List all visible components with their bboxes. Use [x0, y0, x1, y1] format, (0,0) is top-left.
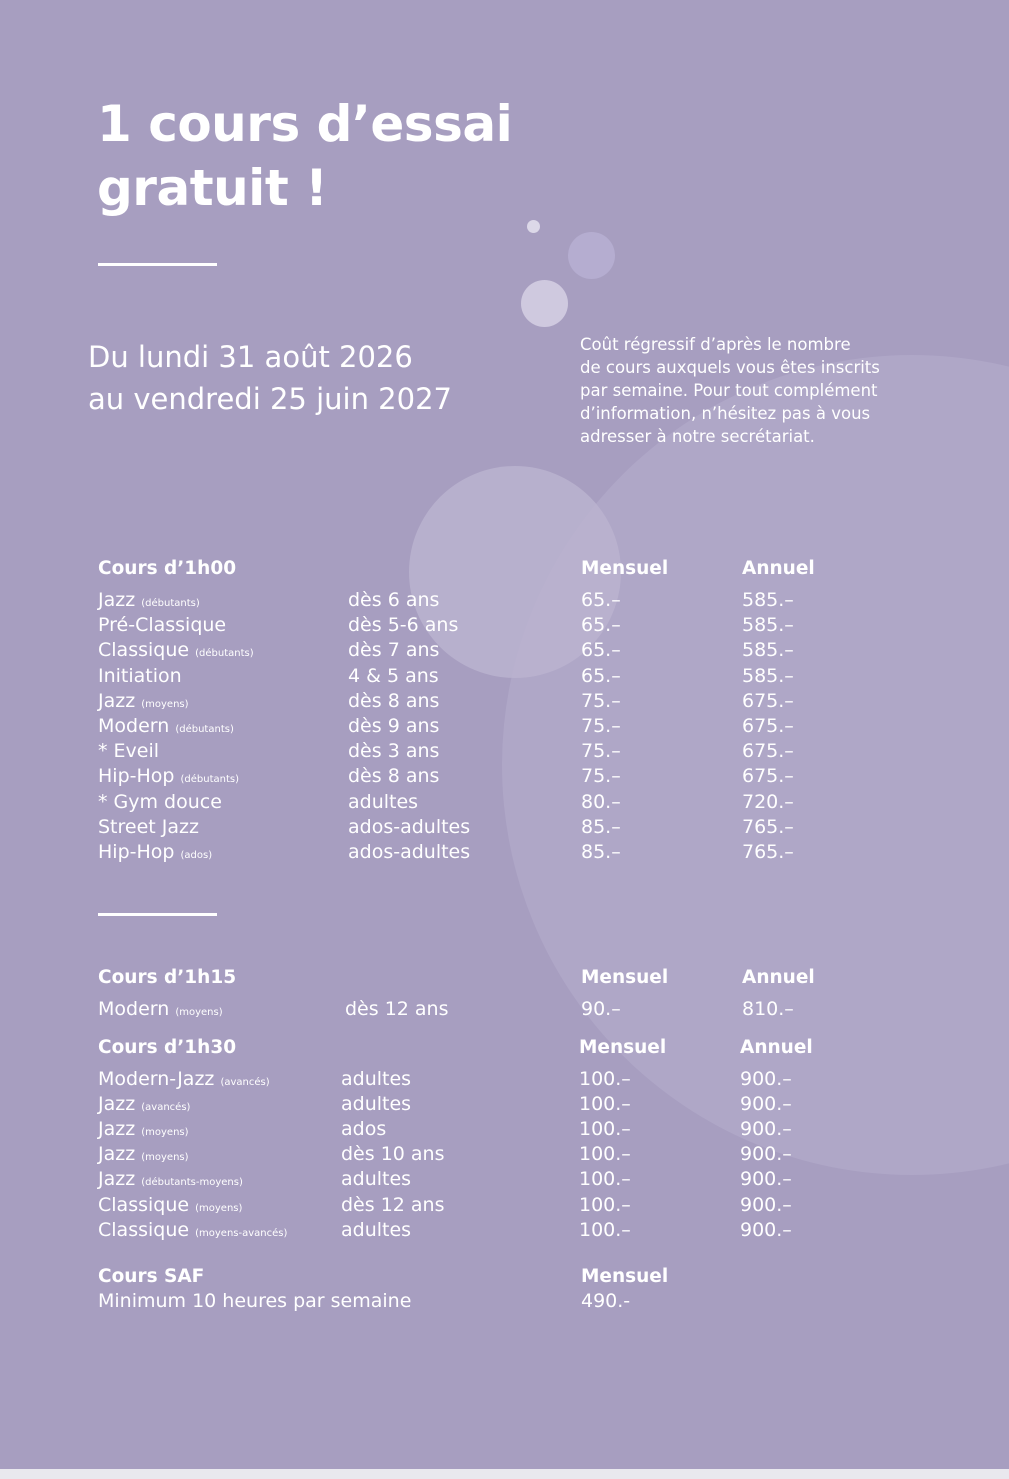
- course-name-text: Jazz: [98, 589, 136, 611]
- course-age: dès 12 ans: [345, 998, 449, 1020]
- table-row: [0, 1194, 1009, 1219]
- course-name-text: Hip-Hop: [98, 841, 175, 863]
- course-level: (débutants): [175, 724, 234, 735]
- course-level: (moyens): [175, 1007, 223, 1018]
- course-name-text: Jazz: [98, 689, 136, 712]
- page-title: [97, 92, 537, 220]
- course-name: [98, 715, 234, 737]
- course-name: [98, 589, 200, 611]
- annual-price: 810.–: [742, 998, 794, 1020]
- course-name: [98, 639, 254, 661]
- note-line: par semaine. Pour tout complément: [580, 381, 878, 400]
- course-age: ados-adultes: [348, 841, 471, 863]
- title-line-2: gratuit !: [97, 159, 328, 217]
- annual-column-header: Annuel: [742, 967, 815, 988]
- course-name: [98, 765, 239, 787]
- monthly-price: 85.–: [581, 815, 621, 838]
- table-row: [0, 1143, 1009, 1168]
- table-row: [0, 1290, 1009, 1315]
- title-line-1: 1 cours d’essai: [97, 95, 513, 153]
- course-level: (moyens): [141, 698, 189, 710]
- monthly-column-header: Mensuel: [581, 1266, 669, 1287]
- course-name: [98, 690, 189, 712]
- course-name-text: Jazz: [98, 1093, 136, 1116]
- annual-price: 765.–: [742, 841, 794, 863]
- decorative-small-dot: [527, 220, 540, 233]
- course-name-text: Hip-Hop: [98, 765, 175, 788]
- course-name-text: Modern: [98, 998, 170, 1020]
- course-name: [98, 791, 222, 813]
- course-name: [98, 998, 223, 1020]
- course-age: dès 8 ans: [348, 689, 440, 712]
- table-row: [0, 816, 1009, 841]
- course-age: dès 7 ans: [348, 639, 440, 662]
- divider-top: [98, 263, 217, 266]
- annual-price: 675.–: [742, 689, 794, 712]
- course-name: [98, 816, 199, 838]
- course-age: adultes: [341, 1068, 412, 1090]
- course-level: (débutants): [180, 774, 240, 786]
- annual-price: 585.–: [742, 639, 794, 662]
- annual-column-header: Annuel: [742, 558, 815, 579]
- course-age: adultes: [341, 1168, 412, 1191]
- note-line: adresser à notre secrétariat.: [580, 427, 815, 446]
- course-name: [98, 1118, 189, 1140]
- monthly-price: 100.–: [579, 1143, 631, 1166]
- annual-price: 585.–: [742, 614, 794, 637]
- annual-price: 675.–: [742, 715, 794, 737]
- annual-price: 675.–: [742, 740, 794, 763]
- section-title: Cours d’1h30: [98, 1037, 237, 1058]
- annual-price: 765.–: [742, 815, 794, 838]
- course-age: dès 6 ans: [348, 589, 440, 611]
- table-row: [0, 841, 1009, 866]
- table-row: [0, 791, 1009, 816]
- monthly-price: 90.–: [581, 998, 621, 1020]
- monthly-column-header: Mensuel: [581, 558, 669, 579]
- decorative-dot: [568, 232, 615, 279]
- course-name: [98, 1219, 287, 1241]
- monthly-price: 490.-: [581, 1290, 631, 1312]
- monthly-price: 75.–: [581, 765, 621, 788]
- course-name-text: * Eveil: [98, 740, 160, 763]
- monthly-price: 75.–: [581, 740, 621, 763]
- monthly-column-header: Mensuel: [581, 967, 669, 988]
- course-age: adultes: [348, 790, 419, 813]
- annual-price: 900.–: [740, 1118, 792, 1141]
- course-age: adultes: [341, 1218, 412, 1241]
- course-name: [98, 841, 212, 863]
- course-name-text: Street Jazz: [98, 815, 199, 838]
- divider-middle: [98, 913, 217, 916]
- course-name-text: Modern: [98, 715, 170, 737]
- course-level: (ados): [180, 850, 213, 861]
- monthly-price: 85.–: [581, 841, 621, 863]
- course-name-text: * Gym douce: [98, 790, 222, 813]
- annual-price: 900.–: [740, 1093, 792, 1116]
- note-line: de cours auxquels vous êtes inscrits: [580, 358, 880, 377]
- course-name-text: Modern-Jazz: [98, 1068, 215, 1090]
- pricing-note: [580, 333, 910, 448]
- note-line: d’information, n’hésitez pas à vous: [580, 404, 871, 423]
- monthly-price: 100.–: [579, 1168, 631, 1191]
- annual-price: 900.–: [740, 1193, 792, 1216]
- course-name-text: Pré-Classique: [98, 614, 227, 637]
- table-row: [0, 690, 1009, 715]
- monthly-price: 100.–: [579, 1118, 631, 1141]
- monthly-price: 65.–: [581, 614, 621, 637]
- monthly-price: 100.–: [579, 1093, 631, 1116]
- monthly-price: 100.–: [579, 1193, 631, 1216]
- course-name: [98, 740, 159, 762]
- table-row: [0, 1068, 1009, 1093]
- monthly-price: 100.–: [579, 1068, 631, 1090]
- course-age: dès 5-6 ans: [348, 614, 459, 637]
- monthly-price: 80.–: [581, 790, 621, 813]
- course-age: dès 3 ans: [348, 740, 440, 763]
- annual-price: 720.–: [742, 790, 794, 813]
- course-name: [98, 1093, 190, 1115]
- page-bottom-edge: [0, 1469, 1009, 1479]
- table-row: [0, 998, 1009, 1023]
- table-row: [0, 665, 1009, 690]
- course-name: [98, 1168, 243, 1190]
- table-row: [0, 589, 1009, 614]
- course-name: [98, 614, 226, 636]
- note-line: Coût régressif d’après le nombre: [580, 335, 851, 354]
- annual-price: 675.–: [742, 765, 794, 788]
- course-name-text: Classique: [98, 639, 190, 662]
- course-name-text: Jazz: [98, 1143, 136, 1166]
- annual-price: 585.–: [742, 589, 794, 611]
- course-name-text: Initiation: [98, 664, 182, 687]
- table-row: [0, 1219, 1009, 1244]
- course-age: dès 10 ans: [341, 1143, 445, 1166]
- course-level: (débutants-moyens): [141, 1177, 243, 1189]
- course-name-text: Classique: [98, 1218, 190, 1241]
- annual-column-header: Annuel: [740, 1037, 813, 1058]
- table-row: [0, 1093, 1009, 1118]
- course-level: (moyens): [141, 1127, 189, 1139]
- course-name-text: Classique: [98, 1193, 190, 1216]
- dates-line-1: Du lundi 31 août 2026: [88, 340, 413, 374]
- course-name: [98, 1194, 242, 1216]
- monthly-price: 75.–: [581, 715, 621, 737]
- annual-price: 900.–: [740, 1218, 792, 1241]
- section-title: Cours SAF: [98, 1266, 205, 1287]
- course-name: [98, 1143, 189, 1165]
- course-name: [98, 1290, 411, 1312]
- monthly-price: 65.–: [581, 589, 621, 611]
- course-age: adultes: [341, 1093, 412, 1116]
- monthly-price: 75.–: [581, 689, 621, 712]
- table-row: [0, 614, 1009, 639]
- monthly-column-header: Mensuel: [579, 1037, 667, 1058]
- table-row: [0, 1118, 1009, 1143]
- monthly-price: 65.–: [581, 639, 621, 662]
- course-name-text: Jazz: [98, 1168, 136, 1191]
- course-level: (moyens): [195, 1202, 243, 1214]
- section-title: Cours d’1h15: [98, 967, 237, 988]
- course-age: ados: [341, 1118, 387, 1141]
- annual-price: 585.–: [742, 664, 794, 687]
- course-age: dès 9 ans: [348, 715, 440, 737]
- monthly-price: 100.–: [579, 1218, 631, 1241]
- monthly-price: 65.–: [581, 664, 621, 687]
- course-name: [98, 665, 182, 687]
- annual-price: 900.–: [740, 1068, 792, 1090]
- course-name: [98, 1068, 270, 1090]
- course-age: ados-adultes: [348, 815, 471, 838]
- table-row: [0, 765, 1009, 790]
- season-dates: [88, 336, 452, 420]
- course-level: (moyens): [141, 1152, 189, 1164]
- table-row: [0, 1168, 1009, 1193]
- course-level: (débutants): [195, 648, 254, 660]
- course-age: dès 8 ans: [348, 765, 440, 788]
- course-level: (débutants): [141, 598, 200, 609]
- annual-price: 900.–: [740, 1168, 792, 1191]
- course-level: (avancés): [141, 1102, 191, 1114]
- dates-line-2: au vendredi 25 juin 2027: [88, 382, 452, 416]
- table-row: [0, 740, 1009, 765]
- table-row: [0, 639, 1009, 664]
- section-title: Cours d’1h00: [98, 558, 237, 579]
- course-level: (moyens-avancés): [195, 1227, 288, 1239]
- course-name-text: Jazz: [98, 1118, 136, 1141]
- course-level: (avancés): [220, 1077, 270, 1088]
- course-age: dès 12 ans: [341, 1193, 445, 1216]
- annual-price: 900.–: [740, 1143, 792, 1166]
- decorative-dot-light: [521, 280, 568, 327]
- course-age: 4 & 5 ans: [348, 664, 439, 687]
- course-name-text: Minimum 10 heures par semaine: [98, 1290, 412, 1312]
- table-row: [0, 715, 1009, 740]
